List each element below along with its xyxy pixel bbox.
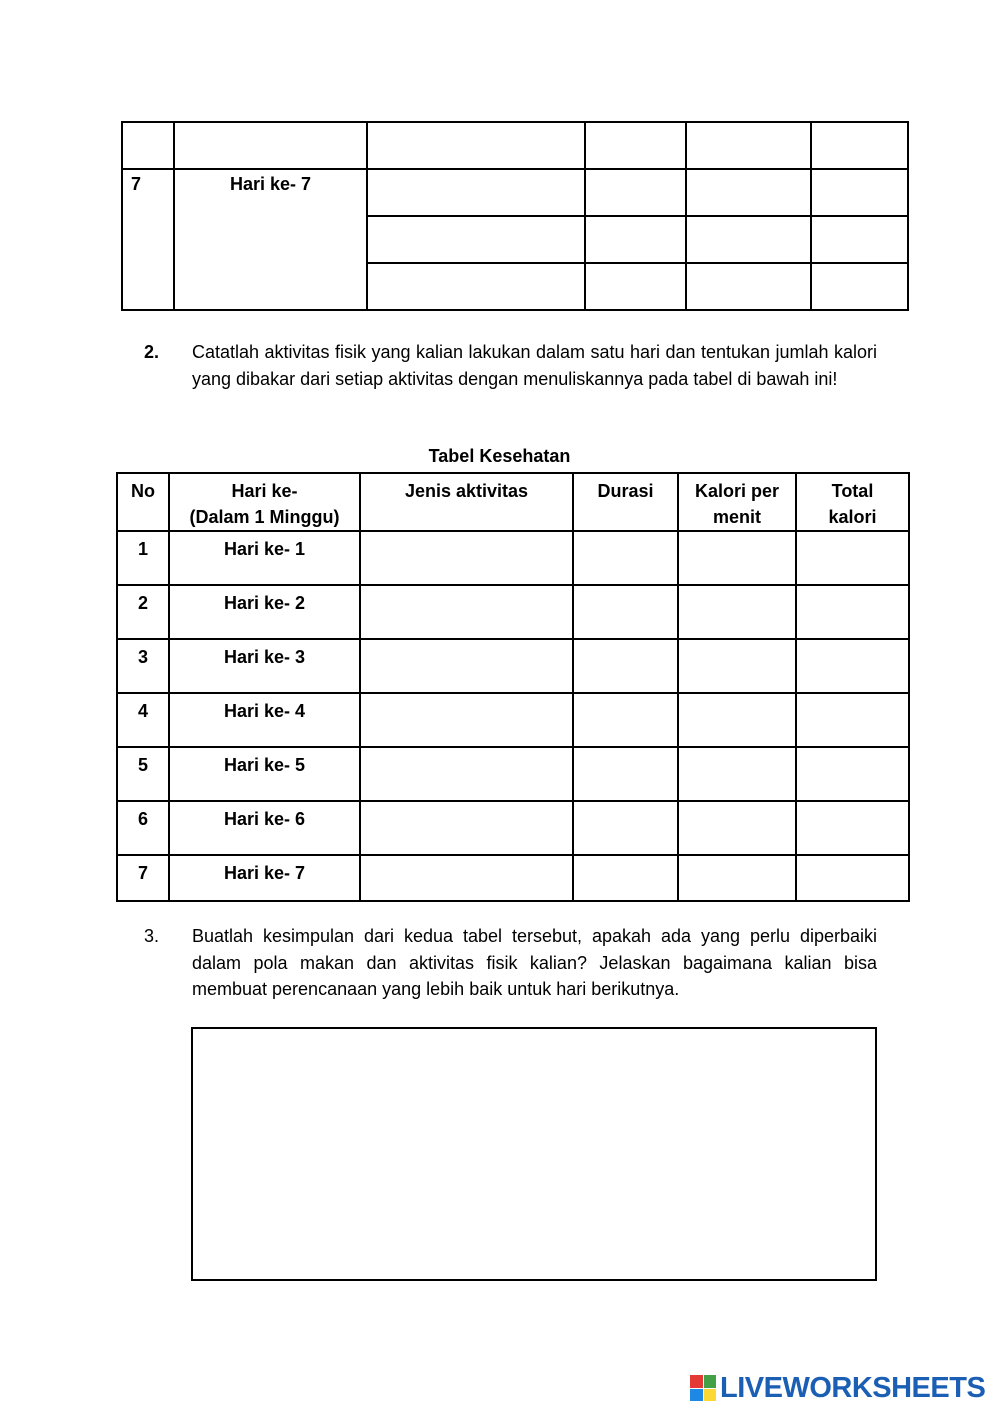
table-cell[interactable]	[811, 122, 908, 169]
daily-food-table-continued	[121, 121, 909, 311]
header-duration	[573, 473, 678, 531]
cal-per-min-cell[interactable]	[678, 585, 796, 639]
liveworksheets-logo-icon	[690, 1375, 716, 1401]
cal-per-min-cell[interactable]	[678, 747, 796, 801]
table-cell[interactable]	[585, 263, 686, 310]
instruction-2-text: Catatlah aktivitas fisik yang kalian lakukan dalam satu hari dan tentukan jumlah kalori yang dibakar dari setiap aktivitas dengan menuliskannya pada tabel di bawah ini!	[192, 342, 877, 389]
table-row	[117, 747, 909, 801]
table-cell[interactable]	[686, 169, 811, 216]
header-cal-line1: Kalori per	[694, 481, 780, 501]
instruction-3	[144, 923, 877, 1003]
table-row	[117, 855, 909, 901]
row-number: 2	[117, 585, 169, 639]
total-cell[interactable]	[796, 531, 909, 585]
instruction-2-marker: 2.	[144, 342, 160, 362]
duration-cell[interactable]	[573, 639, 678, 693]
liveworksheets-brand: LIVEWORKSHEETS	[720, 1371, 986, 1404]
row-number: 7	[117, 855, 169, 901]
cal-per-min-cell[interactable]	[678, 855, 796, 901]
cal-per-min-cell[interactable]	[678, 639, 796, 693]
row-number: 6	[117, 801, 169, 855]
instruction-2	[144, 339, 877, 392]
row-day-label: Hari ke- 2	[169, 585, 360, 639]
row-number: 3	[117, 639, 169, 693]
liveworksheets-logo	[690, 1372, 985, 1404]
activity-cell[interactable]	[360, 693, 573, 747]
table-cell[interactable]	[174, 122, 367, 169]
row-number: 7	[122, 169, 174, 310]
total-cell[interactable]	[796, 639, 909, 693]
table-cell[interactable]	[686, 263, 811, 310]
table-row	[117, 639, 909, 693]
duration-cell[interactable]	[573, 531, 678, 585]
activity-cell[interactable]	[360, 801, 573, 855]
row-day-label: Hari ke- 7	[174, 169, 367, 310]
row-day-label: Hari ke- 3	[169, 639, 360, 693]
header-day-line2: (Dalam 1 Minggu)	[189, 507, 340, 527]
total-cell[interactable]	[796, 801, 909, 855]
table-row	[117, 585, 909, 639]
conclusion-answer-box[interactable]	[191, 1027, 877, 1281]
activity-cell[interactable]	[360, 639, 573, 693]
activity-cell[interactable]	[360, 855, 573, 901]
table-cell[interactable]	[367, 122, 585, 169]
header-cal-per-min	[678, 473, 796, 531]
table-row	[122, 169, 908, 216]
header-day-line1: Hari ke-	[231, 481, 298, 501]
duration-cell[interactable]	[573, 585, 678, 639]
row-number: 4	[117, 693, 169, 747]
health-table	[116, 472, 910, 902]
header-activity-label: Jenis aktivitas	[404, 481, 529, 501]
table-cell[interactable]	[585, 122, 686, 169]
row-number: 5	[117, 747, 169, 801]
cal-per-min-cell[interactable]	[678, 801, 796, 855]
header-total-line2: kalori	[828, 507, 877, 527]
row-day-label: Hari ke- 6	[169, 801, 360, 855]
header-total	[796, 473, 909, 531]
activity-cell[interactable]	[360, 531, 573, 585]
instruction-3-marker: 3.	[144, 926, 160, 946]
instruction-3-text: Buatlah kesimpulan dari kedua tabel tersebut, apakah ada yang perlu diperbaiki dalam pola makan dan aktivitas fisik kalian? Jelaskan bagaimana kalian bisa membuat perencanaan yang lebih baik untuk hari berikutnya.	[192, 926, 877, 999]
cal-per-min-cell[interactable]	[678, 531, 796, 585]
header-no-label: No	[131, 481, 155, 501]
header-duration-label: Durasi	[597, 481, 654, 501]
table-cell[interactable]	[367, 263, 585, 310]
row-number: 1	[117, 531, 169, 585]
table-row	[117, 801, 909, 855]
duration-cell[interactable]	[573, 747, 678, 801]
table-cell[interactable]	[811, 263, 908, 310]
table-cell[interactable]	[811, 216, 908, 263]
table-cell[interactable]	[811, 169, 908, 216]
header-total-line1: Total	[831, 481, 874, 501]
header-no	[117, 473, 169, 531]
row-day-label: Hari ke- 1	[169, 531, 360, 585]
activity-cell[interactable]	[360, 585, 573, 639]
cal-per-min-cell[interactable]	[678, 693, 796, 747]
table-header-row	[117, 473, 909, 531]
activity-cell[interactable]	[360, 747, 573, 801]
table-cell[interactable]	[686, 216, 811, 263]
duration-cell[interactable]	[573, 855, 678, 901]
table-cell[interactable]	[367, 169, 585, 216]
table-cell[interactable]	[122, 122, 174, 169]
row-day-label: Hari ke- 4	[169, 693, 360, 747]
table-cell[interactable]	[686, 122, 811, 169]
table-row	[122, 122, 908, 169]
health-table-title: Tabel Kesehatan	[428, 446, 571, 466]
header-day	[169, 473, 360, 531]
table-row	[117, 693, 909, 747]
row-day-label: Hari ke- 5	[169, 747, 360, 801]
table-row	[117, 531, 909, 585]
total-cell[interactable]	[796, 585, 909, 639]
duration-cell[interactable]	[573, 801, 678, 855]
total-cell[interactable]	[796, 747, 909, 801]
total-cell[interactable]	[796, 693, 909, 747]
row-day-label: Hari ke- 7	[169, 855, 360, 901]
total-cell[interactable]	[796, 855, 909, 901]
header-cal-line2: menit	[712, 507, 761, 527]
table-cell[interactable]	[585, 169, 686, 216]
header-activity	[360, 473, 573, 531]
table-cell[interactable]	[367, 216, 585, 263]
table-cell[interactable]	[585, 216, 686, 263]
duration-cell[interactable]	[573, 693, 678, 747]
